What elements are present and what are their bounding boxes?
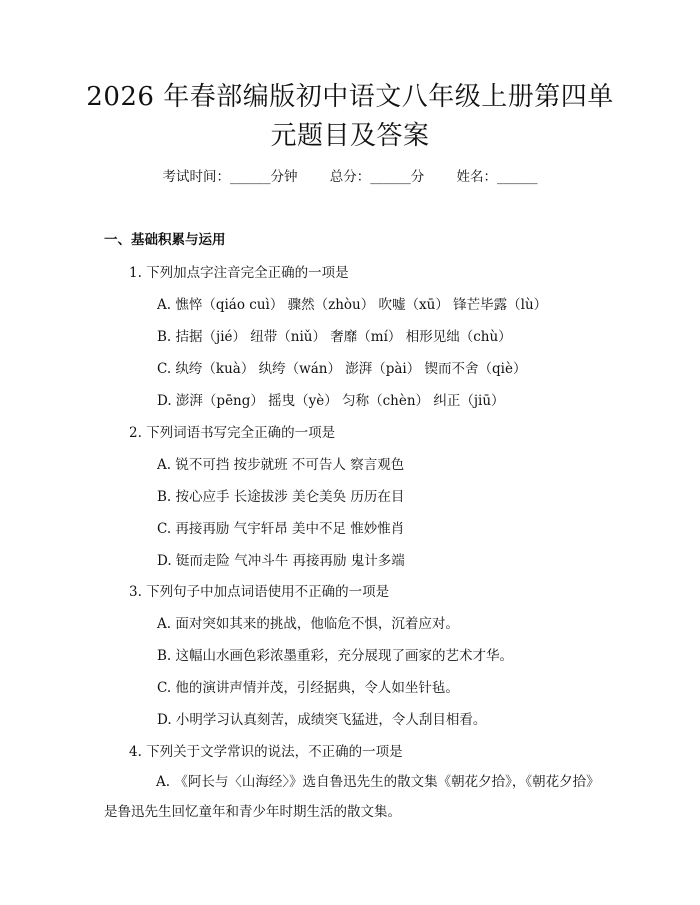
question-3-stem: 3. 下列句子中加点词语使用不正确的一项是 [129, 584, 390, 600]
section-heading-basics: 一、基础积累与运用 [104, 232, 226, 248]
question-1-option-b: B. 拮据（jié） 纽带（niǔ） 奢靡（mí） 相形见绌（chù） [157, 329, 512, 345]
exam-time-field: 考试时间：______分钟 [162, 169, 298, 185]
question-1-option-c: C. 纨绔（kuà） 纨绔（wán） 澎湃（pài） 锲而不舍（qiè） [157, 361, 527, 377]
question-3-option-b: B. 这幅山水画色彩浓墨重彩，充分展现了画家的艺术才华。 [157, 648, 514, 664]
question-2-stem: 2. 下列词语书写完全正确的一项是 [129, 425, 336, 441]
student-name-field: 姓名：______ [456, 169, 538, 185]
question-2-option-d: D. 铤而走险 气冲斗牛 再接再励 鬼计多端 [157, 553, 405, 569]
question-2-option-c: C. 再接再励 气宇轩昂 美中不足 惟妙惟肖 [157, 521, 405, 537]
question-1-option-a: A. 憔悴（qiáo cuì） 骤然（zhòu） 吹嘘（xū） 锋芒毕露（lù） [157, 297, 548, 313]
question-1-stem: 1. 下列加点字注音完全正确的一项是 [129, 265, 349, 281]
document-title-line-1: 2026 年春部编版初中语文八年级上册第四单 [86, 82, 614, 112]
exam-meta-row [0, 166, 700, 188]
question-3-option-c: C. 他的演讲声情并茂，引经据典，令人如坐针毡。 [157, 680, 459, 696]
question-2-option-a: A. 锐不可挡 按步就班 不可告人 察言观色 [157, 457, 405, 473]
question-1-option-d: D. 澎湃（pēng） 摇曳（yè） 匀称（chèn） 纠正（jiū） [157, 393, 505, 409]
question-4-stem: 4. 下列关于文学常识的说法，不正确的一项是 [129, 744, 403, 760]
question-2-option-b: B. 按心应手 长途拔涉 美仑美奂 历历在目 [157, 489, 405, 505]
document-title-line-2: 元题目及答案 [270, 121, 430, 151]
question-3-option-a: A. 面对突如其来的挑战，他临危不惧，沉着应对。 [157, 616, 459, 632]
question-4-option-a: A. 《阿长与〈山海经〉》选自鲁迅先生的散文集《朝花夕拾》，《朝花夕拾》是鲁迅先生回忆童年和青少年时期生活的散文集。 [104, 774, 600, 820]
question-3-option-d: D. 小明学习认真刻苦，成绩突飞猛进，令人刮目相看。 [157, 712, 487, 728]
total-score-field: 总分：______分 [329, 169, 425, 185]
